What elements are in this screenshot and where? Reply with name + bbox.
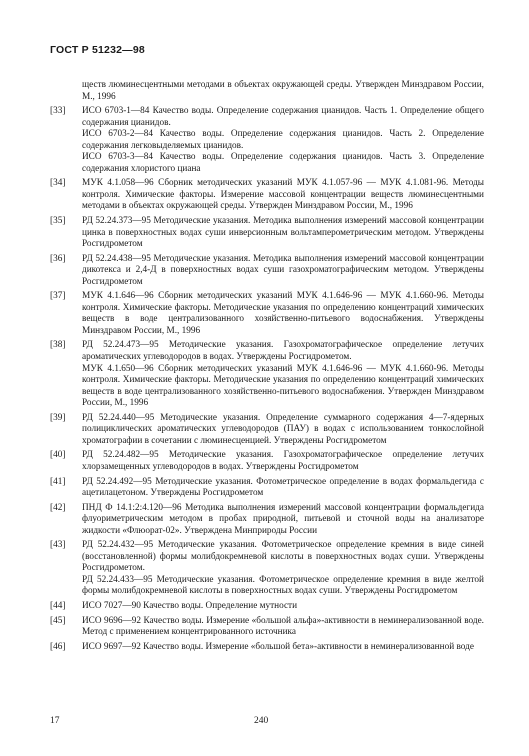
reference-number: [43] xyxy=(50,540,66,551)
reference-entry xyxy=(50,106,484,175)
reference-entry xyxy=(50,254,484,289)
reference-text: ществ люминесцентными методами в объектах окружающей среды. Утвержден Минздравом России, М., 1996 xyxy=(82,80,484,102)
reference-entry xyxy=(50,540,484,598)
reference-text: ИСО 6703-1—84 Качество воды. Определение содержания цианидов. Часть 1. Определение общего содержания цианидов. xyxy=(82,106,484,128)
reference-text: РД 52.24.433—95 Методические указания. Фотометрическое определение кремния в виде желтой формы молибдокремневой кислоты в поверхностных водах суши. Утверждены Росгидрометом xyxy=(82,574,484,597)
reference-number: [38] xyxy=(50,340,66,351)
reference-text: ИСО 6703-2—84 Качество воды. Определение содержания цианидов. Часть 2. Определение содержания легковыделяемых цианидов. xyxy=(82,129,484,151)
reference-number: [41] xyxy=(50,476,66,487)
page-header-doc-id: ГОСТ Р 51232—98 xyxy=(50,44,145,56)
reference-number: [40] xyxy=(50,450,66,461)
reference-entry xyxy=(50,642,484,654)
reference-entry xyxy=(50,450,484,473)
reference-text: МУК 4.1.650—96 Сборник методических указаний МУК 4.1.646-96 — МУК 4.1.660-96. Методы контроля. Химические факторы. Методические указания по определению концентраций химических веществ в воде централизованного хозяйственно-питьевого водоснабжения. Утвержден Минздравом России, М., 1996 xyxy=(82,363,484,409)
reference-text: РД 52.24.473—95 Методические указания. Газохроматографическое определение летучих ароматических углеводородов в водах. Утверждены Росгидрометом. xyxy=(82,340,484,363)
reference-text: МУК 4.1.058—96 Сборник методических указаний МУК 4.1.057-96 — МУК 4.1.081-96. Методы контроля. Химические факторы. Измерение массовой концентрации веществ люминесцентными методами в объектах окружающей среды. Утвержден Минздравом России, М., 1996 xyxy=(82,178,484,212)
reference-entry xyxy=(50,80,484,103)
reference-entry xyxy=(50,178,484,213)
reference-text: РД 52.24.432—95 Методические указания. Фотометрическое определение кремния в виде синей (восстановленной) формы молибдокремневой кислоты в поверхностных водах суши. Утверждены Росгидрометом. xyxy=(82,540,484,574)
reference-text: РД 52.24.438—95 Методические указания. Методика выполнения измерений массовой концентрации дикотекса и 2,4-Д в поверхностных водах суши газохроматографическим методом. Утверждены Росгидрометом xyxy=(82,253,484,287)
footer-page-number-left: 17 xyxy=(50,716,60,726)
reference-text: МУК 4.1.646—96 Сборник методических указаний МУК 4.1.646-96 — МУК 4.1.660-96. Методы контроля. Химические факторы. Методические указания по определению концентраций химических веществ в воде централизованного хозяйственно-питьевого водоснабжения. Утверждены Минздравом России, М., 1996 xyxy=(82,291,484,336)
reference-number: [45] xyxy=(50,615,66,626)
reference-entry xyxy=(50,503,484,538)
reference-number: [35] xyxy=(50,216,66,227)
reference-number: [34] xyxy=(50,178,66,189)
reference-number: [36] xyxy=(50,253,66,264)
reference-number: [33] xyxy=(50,106,66,117)
reference-text: ИСО 9696—92 Качество воды. Измерение «большой альфа»-активности в неминерализованной воде. Метод с применением концентрированного источника xyxy=(82,615,484,638)
reference-number: [39] xyxy=(50,412,66,423)
footer-page-number-center: 240 xyxy=(254,716,269,726)
reference-text: ИСО 7027—90 Качество воды. Определение мутности xyxy=(82,600,298,611)
reference-number: [44] xyxy=(50,600,66,611)
reference-text: РД 52.24.440—95 Методические указания. Определение суммарного содержания 4—7-ядерных полициклических ароматических углеводородов (ПАУ) в водах с использованием тонкослойной хроматографии в сочетании с люминесценцией. Утверждены Росгидрометом xyxy=(82,412,484,446)
reference-text: ПНД Ф 14.1:2:4.120—96 Методика выполнения измерений массовой концентрации формальдегида флуориметрическим методом в пробах природной, питьевой и сточной воды на анализаторе жидкости «Флюорат-02». Утверждена Минприроды России xyxy=(82,502,484,536)
reference-text: ИСО 6703-3—84 Качество воды. Определение содержания цианидов. Часть 3. Определение содержания хлористого циана xyxy=(82,152,484,174)
reference-entry xyxy=(50,413,484,448)
reference-text: РД 52.24.492—95 Методические указания. Фотометрическое определение в водах формальдегида с ацетилацетоном. Утверждены Росгидрометом xyxy=(82,476,484,499)
references-list xyxy=(50,80,484,656)
reference-number: [37] xyxy=(50,291,66,302)
reference-entry xyxy=(50,616,484,639)
reference-entry xyxy=(50,340,484,409)
reference-text: РД 52.24.373—95 Методические указания. Методика выполнения измерений массовой концентрации цинка в поверхностных водах суши инверсионным вольтамперометрическим методом. Утверждены Росгидрометом xyxy=(82,216,484,250)
reference-entry xyxy=(50,291,484,337)
reference-number: [42] xyxy=(50,502,66,513)
reference-entry xyxy=(50,477,484,500)
reference-text: РД 52.24.482—95 Методические указания. Газохроматографическое определение летучих хлорзамещенных углеводородов в водах. Утверждены Росгидрометом xyxy=(82,450,484,472)
reference-entry xyxy=(50,216,484,251)
reference-entry xyxy=(50,601,484,613)
reference-number: [46] xyxy=(50,641,66,652)
reference-text: ИСО 9697—92 Качество воды. Измерение «большой бета»-активности в неминерализованной воде xyxy=(82,641,474,652)
